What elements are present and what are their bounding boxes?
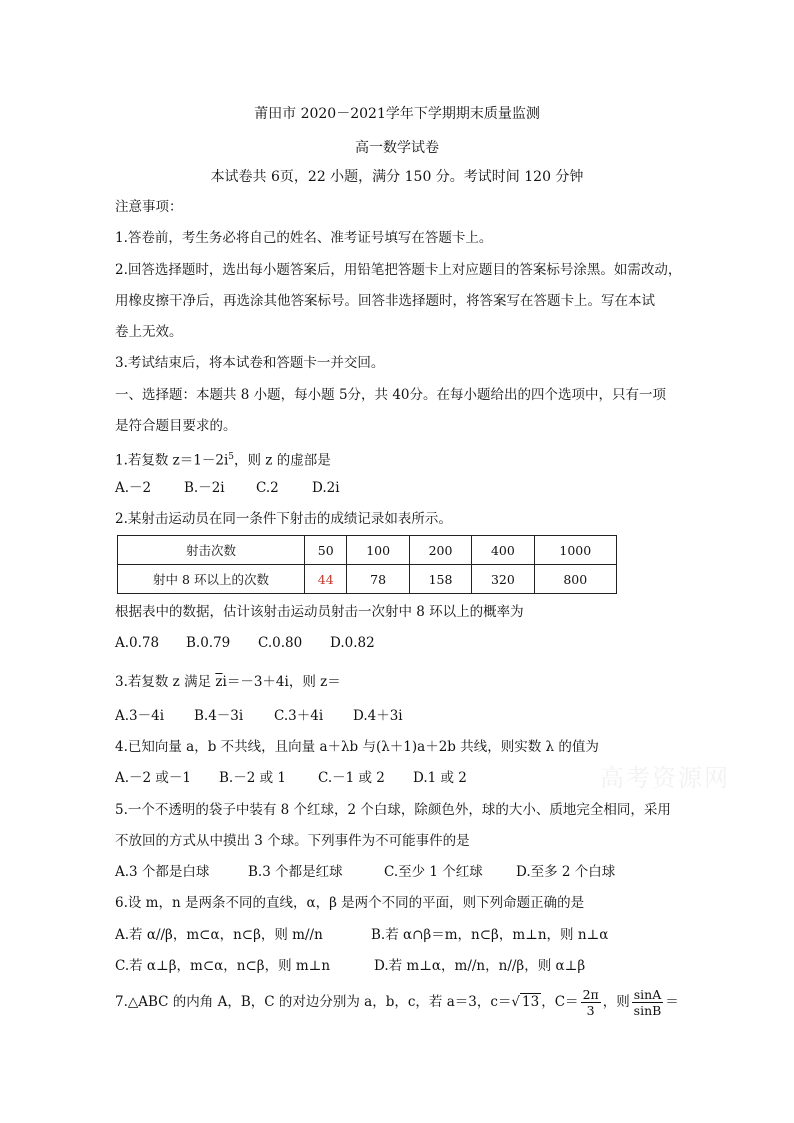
q2-option-d: D.0.82 [330,635,375,651]
q6-option-c: C.若 α⊥β，m⊂α，n⊂β，则 m⊥n [115,958,331,974]
q1-option-c: C.2 [256,480,279,496]
angle-fraction [581,987,601,1018]
table-cell: 1000 [534,536,616,565]
table-cell: 44 [305,565,347,594]
q1-stem-a: 1.若复数 z＝1－2i [115,452,229,469]
section-heading-line-1: 一、选择题：本题共 8 小题，每小题 5分，共 40分。在每小题给出的四个选项中，只有一项 [115,387,667,403]
q1-exponent: 5 [228,452,235,462]
question-4-stem: 4.已知向量 a，b 不共线，且向量 a＋λb 与(λ＋1)a＋2b 共线，则实数 λ 的值为 [115,739,599,755]
z-conjugate: $\overline{z}$ [215,674,223,690]
note-2-line-3: 卷上无效。 [115,324,183,340]
section-heading-line-2: 是符合题目要求的。 [115,418,237,434]
q3-option-b: B.4－3i [194,708,244,724]
ratio-numerator: sinA [633,987,662,1002]
table-cell: 800 [534,565,616,594]
question-3-stem [115,673,341,691]
q6-option-d: D.若 m⊥α，m//n，n//β，则 α⊥β [374,958,586,974]
question-7-stem [115,984,679,1020]
q7-stem-d: ＝ [665,994,679,1010]
table-cell: 50 [305,536,347,565]
note-3: 3.考试结束后，将本试卷和答题卡一并交回。 [115,355,385,371]
table-cell: 射击次数 [118,536,305,565]
q3-option-c: C.3＋4i [274,708,324,724]
question-2-stem: 2.某射击运动员在同一条件下射击的成绩记录如表所示。 [115,511,452,527]
q4-option-a: A.－2 或－1 [115,770,192,786]
sine-ratio-fraction [632,987,664,1018]
watermark: 高考资源网 [600,764,730,792]
q3-stem-a: 3.若复数 z 满足 [115,674,212,690]
notes-heading: 注意事项： [115,199,183,215]
note-1: 1.答卷前，考生务必将自己的姓名、准考证号填写在答题卡上。 [115,230,493,246]
note-2-line-1: 2.回答选择题时，选出每小题答案后，用铅笔把答题卡上对应题目的答案标号涂黑。如需改动， [115,262,682,278]
q1-option-a: A.－2 [115,480,152,496]
q2-option-c: C.0.80 [258,635,303,651]
table-cell: 射中 8 环以上的次数 [118,565,305,594]
table-cell: 200 [409,536,471,565]
exam-subtitle: 高一数学试卷 [355,140,439,156]
table-cell: 158 [409,565,471,594]
exam-info: 本试卷共 6页，22 小题，满分 150 分。考试时间 120 分钟 [210,169,584,185]
q1-option-b: B.－2i [184,480,225,496]
q7-stem-c: ，则 [602,994,630,1010]
question-2-prompt: 根据表中的数据，估计该射击运动员射击一次射中 8 环以上的概率为 [115,604,524,620]
note-2-line-2: 用橡皮擦干净后，再选涂其他答案标号。回答非选择题时，将答案写在答题卡上。写在本试 [115,293,655,309]
question-5-stem-line-2: 不放回的方式从中摸出 3 个球。下列事件为不可能事件的是 [115,833,470,849]
q5-option-d: D.至多 2 个白球 [516,864,616,880]
score-table [117,535,617,594]
ratio-denominator: sinB [633,1003,662,1018]
question-6-stem: 6.设 m，n 是两条不同的直线，α，β 是两个不同的平面，则下列命题正确的是 [115,895,585,911]
q3-stem-b: i＝－3＋4i，则 z＝ [222,674,341,690]
q7-stem-a: 7.△ABC 的内角 A，B，C 的对边分别为 a，b，c，若 a＝3，c＝ [115,994,512,1010]
q5-option-a: A.3 个都是白球 [115,864,210,880]
q4-option-b: B.－2 或 1 [219,770,286,786]
q1-option-d: D.2i [312,480,340,496]
q4-option-c: C.－1 或 2 [318,770,385,786]
angle-denominator: 3 [586,1003,595,1018]
table-cell: 320 [472,565,534,594]
question-5-stem-line-1: 5.一个不透明的袋子中装有 8 个红球，2 个白球，除颜色外，球的大小、质地完全相同，采用 [115,802,671,818]
exam-title: 莆田市 2020－2021学年下学期期末质量监测 [254,106,540,122]
question-1-stem [115,448,331,470]
q4-option-d: D.1 或 2 [413,770,467,786]
q3-option-a: A.3－4i [115,708,165,724]
table-cell: 400 [472,536,534,565]
q7-stem-b: ，C＝ [541,994,579,1010]
table-row [118,536,617,565]
q2-option-b: B.0.79 [186,635,231,651]
angle-numerator: 2π [582,987,599,1002]
q5-option-c: C.至少 1 个红球 [384,864,483,880]
table-row [118,565,617,594]
q3-option-d: D.4＋3i [353,708,403,724]
q5-option-b: B.3 个都是红球 [248,864,343,880]
q6-option-b: B.若 α∩β＝m，n⊂β，m⊥n，则 n⊥α [371,927,609,943]
sqrt-value: 13 [522,994,540,1010]
q2-option-a: A.0.78 [115,635,160,651]
q1-stem-b: ，则 z 的虚部是 [234,452,331,469]
q6-option-a: A.若 α//β，m⊂α，n⊂β，则 m//n [115,927,323,943]
sqrt-symbol: √ [511,994,521,1010]
table-cell: 100 [347,536,409,565]
table-cell: 78 [347,565,409,594]
